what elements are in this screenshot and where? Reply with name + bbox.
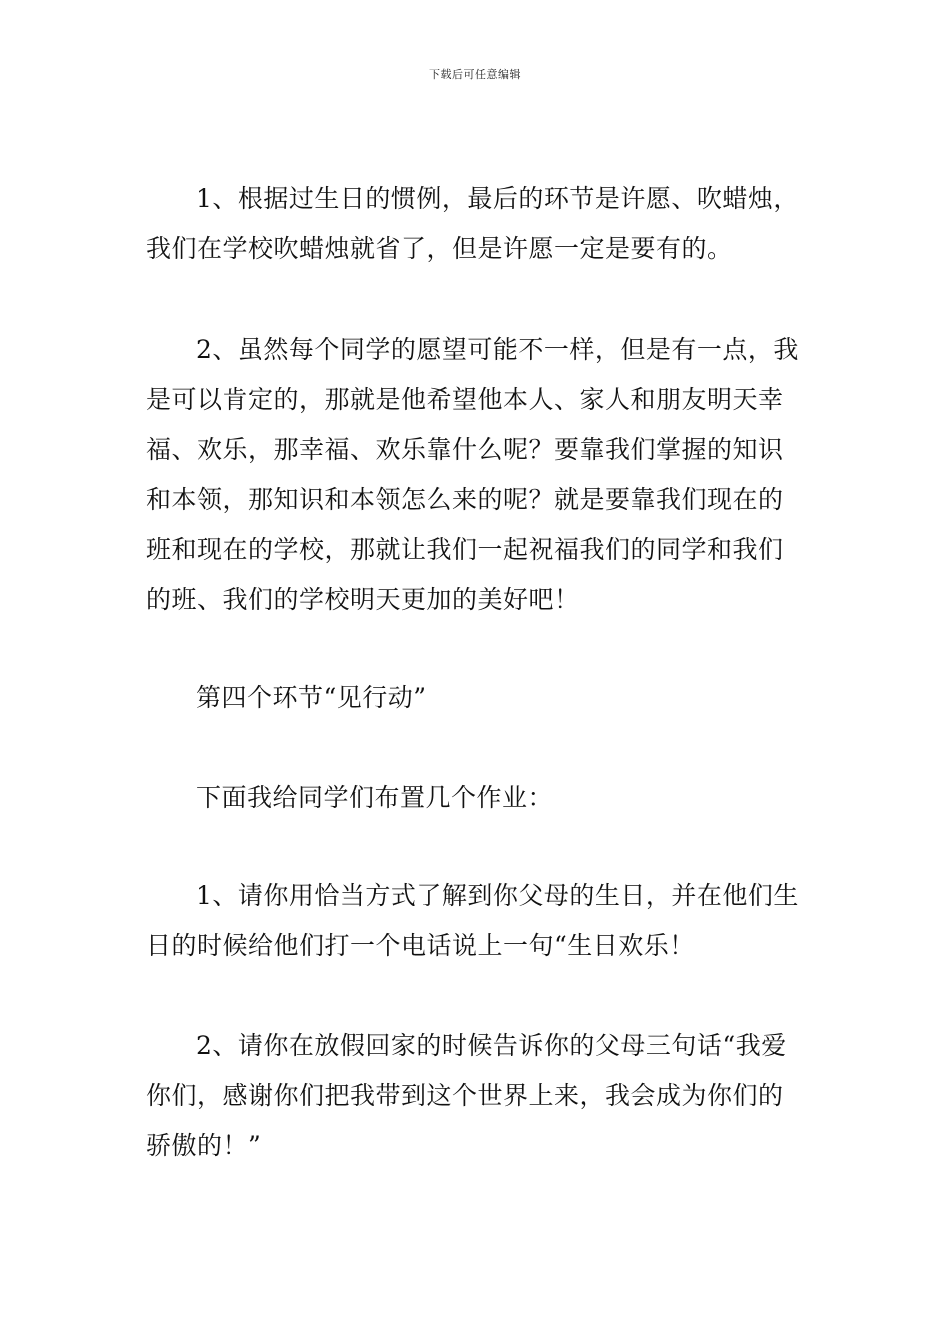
paragraph-line: 第四个环节“见行动” — [196, 683, 427, 712]
paragraph-line: 我们在学校吹蜡烛就省了，但是许愿一定是要有的。 — [146, 234, 733, 263]
header-note: 下载后可任意编辑 — [429, 68, 521, 81]
paragraph-line: 骄傲的！” — [146, 1131, 262, 1160]
paragraph-line: 班和现在的学校，那就让我们一起祝福我们的同学和我们 — [146, 535, 784, 564]
paragraph-line: 日的时候给他们打一个电话说上一句“生日欢乐！ — [146, 931, 695, 960]
paragraph-line: 福、欢乐，那幸福、欢乐靠什么呢？要靠我们掌握的知识 — [146, 435, 784, 464]
paragraph-line: 你们，感谢你们把我带到这个世界上来，我会成为你们的 — [146, 1081, 784, 1110]
paragraph-line: 1、根据过生日的惯例，最后的环节是许愿、吹蜡烛， — [196, 184, 799, 213]
paragraph-birthday-wish — [146, 174, 808, 274]
section-heading-action — [146, 673, 808, 723]
paragraph-homework-1 — [146, 871, 808, 971]
paragraph-line: 1、请你用恰当方式了解到你父母的生日，并在他们生 — [196, 881, 799, 910]
paragraph-line: 的班、我们的学校明天更加的美好吧！ — [146, 585, 580, 614]
paragraph-line: 2、请你在放假回家的时候告诉你的父母三句话“我爱 — [196, 1031, 787, 1060]
paragraph-wishes-future — [146, 325, 808, 625]
paragraph-line: 2、虽然每个同学的愿望可能不一样，但是有一点，我 — [196, 335, 799, 364]
paragraph-line: 和本领，那知识和本领怎么来的呢？就是要靠我们现在的 — [146, 485, 784, 514]
paragraph-line: 是可以肯定的，那就是他希望他本人、家人和朋友明天幸 — [146, 385, 784, 414]
paragraph-homework-intro — [146, 773, 808, 823]
paragraph-homework-2 — [146, 1021, 808, 1171]
paragraph-line: 下面我给同学们布置几个作业： — [196, 783, 554, 812]
